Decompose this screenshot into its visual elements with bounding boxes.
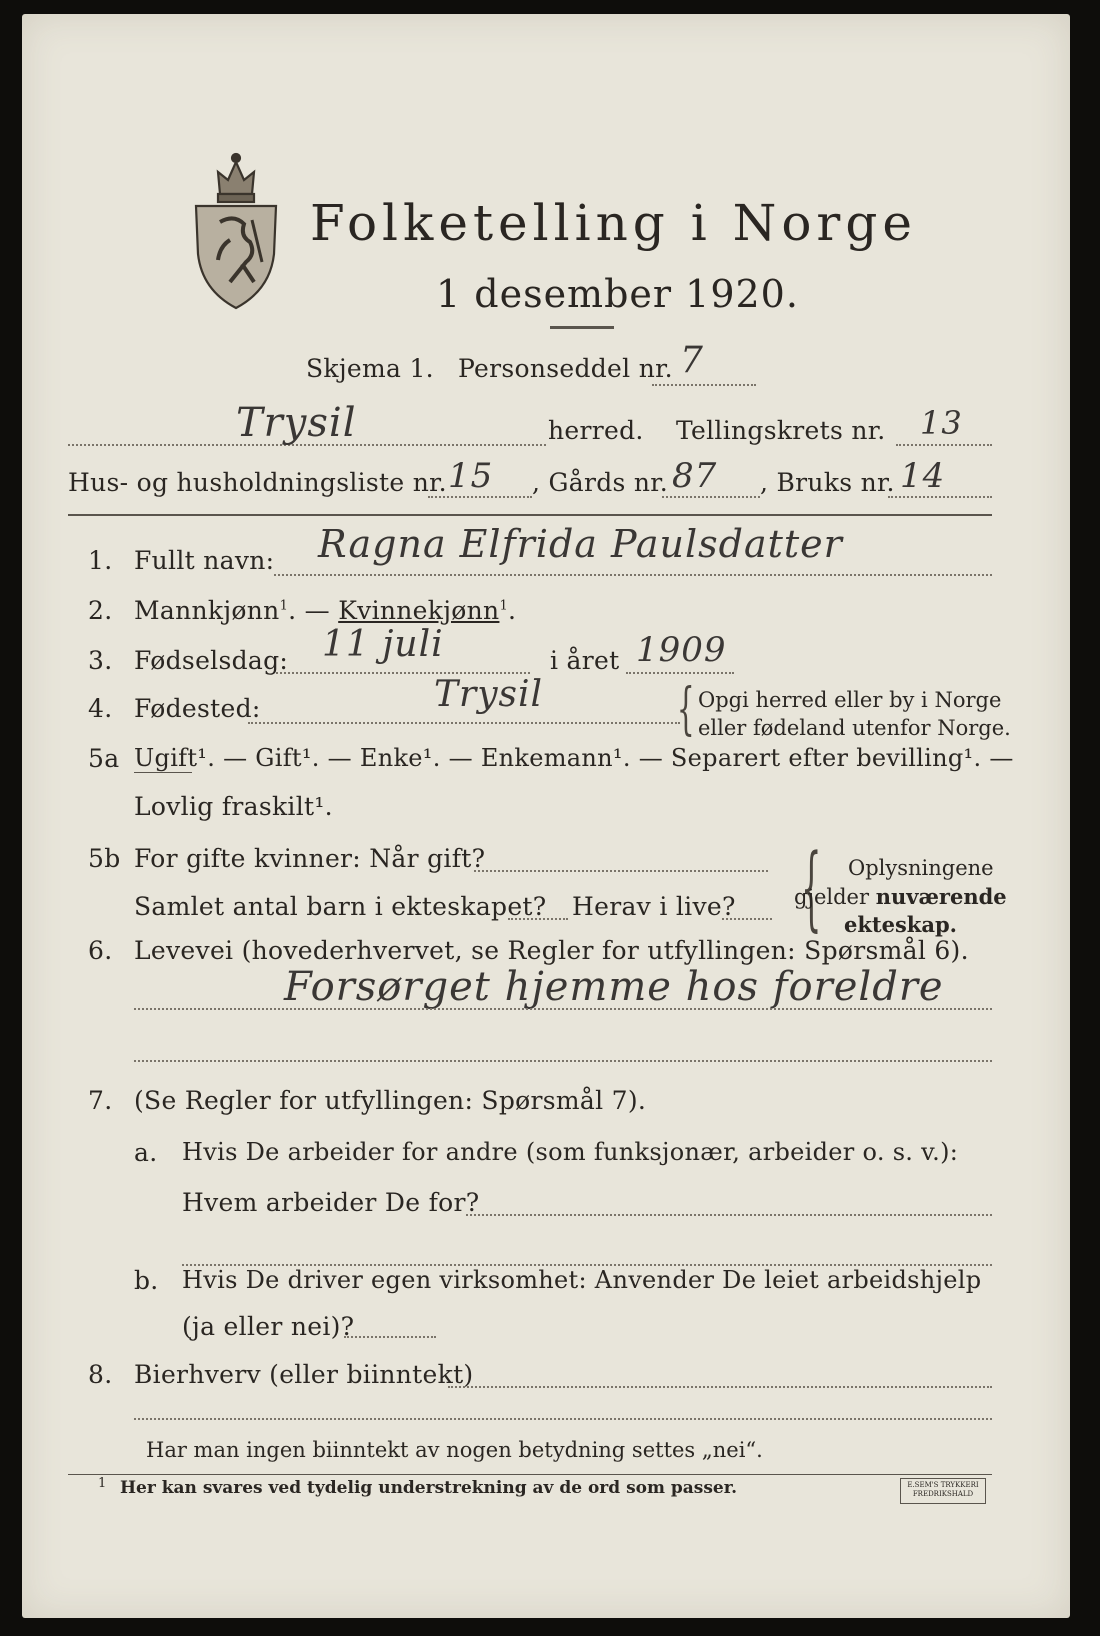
q1-number: 1. (88, 546, 113, 575)
q7-label: (Se Regler for utfyllingen: Spørsmål 7). (134, 1086, 647, 1115)
q7b-line-2: (ja eller nei)? (182, 1312, 355, 1341)
printer-stamp: E.SEM'S TRYKKERI FREDRIKSHALD (900, 1478, 986, 1504)
q6-line-1 (134, 1008, 992, 1010)
q3-number: 3. (88, 646, 113, 675)
q2-separator: . — (288, 596, 330, 625)
tellingskrets-line (896, 444, 992, 446)
q5b-line-1: For gifte kvinner: Når gift? (134, 844, 486, 873)
census-date: 1 desember 1920. (436, 272, 799, 316)
q7a-letter: a. (134, 1138, 158, 1167)
q7b-answer-line[interactable] (344, 1336, 436, 1338)
q4-note-1: Opgi herred eller by i Norge (698, 688, 1002, 712)
q7a-employer-line[interactable] (466, 1214, 992, 1216)
q2-number: 2. (88, 596, 113, 625)
male-option[interactable]: Mannkjønn (134, 596, 280, 625)
q3-label: Fødselsdag: (134, 646, 289, 675)
q5b-married-line (474, 870, 768, 872)
tellingskrets-value[interactable]: 13 (920, 404, 963, 442)
q8-line-2[interactable] (134, 1418, 992, 1420)
tellingskrets-label: Tellingskrets nr. (676, 416, 886, 445)
q5b-note-3: ekteskap. (844, 912, 957, 937)
q3-year-line (626, 672, 734, 674)
q5b-note-2a: gjelder (794, 885, 870, 909)
q5b-brace: { (801, 834, 822, 941)
q5b-note-2b: nuværende (875, 884, 1007, 909)
q6-label: Levevei (hovederhvervet, se Regler for utfyllingen: Spørsmål 6). (134, 936, 969, 965)
q4-line (248, 722, 680, 724)
q3-year-label: i året (550, 646, 620, 675)
gards-label: , Gårds nr. (532, 468, 669, 497)
skjema-label: Skjema 1. (306, 354, 434, 383)
q4-brace: { (676, 677, 695, 742)
q5b-number: 5b (88, 844, 121, 873)
female-option[interactable]: Kvinnekjønn (338, 596, 500, 625)
husliste-value[interactable]: 15 (448, 456, 494, 496)
personseddel-line (652, 384, 756, 386)
q8-note: Har man ingen biinntekt av nogen betydning settes „nei“. (146, 1438, 763, 1462)
q2-footnote-mark: 1 (279, 598, 289, 614)
q1-label: Fullt navn: (134, 546, 275, 575)
q5b-children-label: Samlet antal barn i ekteskapet? (134, 892, 547, 921)
birthplace-value[interactable]: Trysil (434, 674, 544, 715)
q2-sex-options (134, 596, 516, 625)
personseddel-label: Personseddel nr. (458, 354, 673, 383)
husliste-line (428, 496, 532, 498)
header-rule (68, 514, 992, 516)
q5a-marital-options[interactable]: Ugift¹. — Gift¹. — Enke¹. — Enkemann¹. — Separert efter bevilling¹. — (134, 744, 1014, 772)
q5a-number: 5a (88, 744, 120, 773)
footnote-mark: 1 (98, 1476, 107, 1491)
norway-coat-of-arms-icon (190, 142, 282, 312)
herred-label: herred. (548, 416, 644, 445)
personseddel-value[interactable]: 7 (680, 340, 704, 381)
q5a-line-2[interactable]: Lovlig fraskilt¹. (134, 792, 333, 821)
bruks-value[interactable]: 14 (900, 456, 946, 496)
occupation-value[interactable]: Forsørget hjemme hos foreldre (284, 964, 944, 1010)
q6-line-2 (134, 1060, 992, 1062)
q8-line-1[interactable] (448, 1386, 992, 1388)
title-divider (550, 326, 614, 329)
q5b-alive-label: Herav i live? (572, 892, 736, 921)
q7-number: 7. (88, 1086, 113, 1115)
bruks-line (888, 496, 992, 498)
footnote-text: Her kan svares ved tydelig understrekning av de ord som passer. (120, 1478, 738, 1498)
birth-day-value[interactable]: 11 juli (322, 624, 444, 665)
q2-footnote-mark-2: 1 (499, 598, 509, 614)
husliste-label: Hus- og husholdningsliste nr. (68, 468, 447, 497)
q8-label: Bierhverv (eller biinntekt) (134, 1360, 474, 1389)
q8-number: 8. (88, 1360, 113, 1389)
census-form-sheet (22, 14, 1070, 1618)
q4-label: Fødested: (134, 694, 261, 723)
q7a-line-2: Hvem arbeider De for? (182, 1188, 480, 1217)
bruks-label: , Bruks nr. (760, 468, 895, 497)
ugift-underline (134, 772, 192, 773)
footnote-rule (68, 1474, 992, 1475)
gards-value[interactable]: 87 (672, 456, 718, 496)
birth-year-value[interactable]: 1909 (636, 630, 727, 670)
gards-line (662, 496, 760, 498)
q2-end: . (508, 596, 517, 625)
q5b-note-2 (794, 884, 1007, 909)
form-title: Folketelling i Norge (310, 194, 917, 252)
q7a-line-1: Hvis De arbeider for andre (som funksjonær, arbeider o. s. v.): (182, 1138, 959, 1166)
q1-line (274, 574, 992, 576)
q5b-alive-line (722, 918, 772, 920)
q7b-letter: b. (134, 1266, 159, 1295)
q5b-children-line (508, 918, 568, 920)
q4-number: 4. (88, 694, 113, 723)
q6-number: 6. (88, 936, 113, 965)
q5b-note-1: Oplysningene (848, 856, 994, 880)
q4-note-2: eller fødeland utenfor Norge. (698, 716, 1011, 740)
q7b-line-1: Hvis De driver egen virksomhet: Anvender De leiet arbeidshjelp (182, 1266, 982, 1294)
herred-value[interactable]: Trysil (236, 400, 357, 446)
full-name-value[interactable]: Ragna Elfrida Paulsdatter (318, 522, 843, 566)
